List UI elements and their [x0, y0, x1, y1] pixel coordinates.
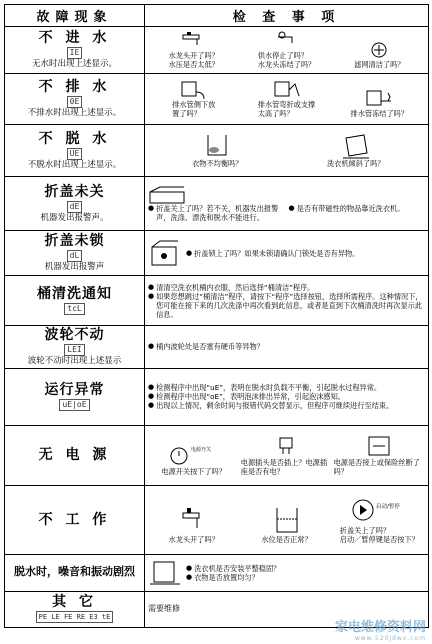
row-abnormal-operation: 运行异常 uE|oE ● 检测程序中出现“uE”，表明在脱水时负载不平衡，引起脱水过程异常。 ● 检测程序中出现“oE”，表明泡沫排出异常，引起泡沫感知。 ● 出现以上情况，剩余时间与报错代码交替显示，但程序可继续进行至结束。 [5, 368, 429, 425]
tilted-washer-icon [341, 133, 371, 159]
drain-hose-icon [179, 80, 209, 100]
check-item: 如果您想跳过“桶清洁”程序，请按下“程序”选择按钮，选择所需程序。这种情况下，您可能在接下来的几次洗涤中再次看到此信息，或者是直到下次桶清洗时再次显示此信息。 [156, 291, 423, 319]
row-title: 无 电 源 [38, 447, 111, 464]
symptom-header: 故障现象 [5, 5, 145, 27]
row-pulsator-stuck: 波轮不动 LEI 波轮不动时出现上述显示 ● 桶内波轮处是否塞有硬币等异物？ [5, 326, 429, 369]
row-not-working [5, 485, 429, 554]
error-code: dL [67, 250, 83, 262]
start-pause-button-icon [351, 496, 407, 526]
row-title: 运行异常 [44, 381, 105, 398]
check-item: 桶内波轮处是否塞有硬币等异物？ [156, 342, 264, 352]
row-title: 不 进 水 [38, 30, 111, 47]
check-item: 检测程序中出现“uE”，表明在脱水时负载不平衡，引起脱水过程异常。 [156, 383, 382, 393]
row-no-power [5, 425, 429, 485]
lid-lock-icon [148, 239, 182, 267]
row-title: 不 工 作 [38, 511, 111, 528]
row-title: 不 脱 水 [38, 130, 111, 147]
check-item: 折盖锁上了吗？如果未锁请确认门锁处是否有异物。 [194, 248, 360, 258]
watermark-text: 家电维修资料网 [334, 620, 426, 635]
error-code: UE [67, 148, 83, 160]
error-code: PE LE FE RE E3 tE [36, 611, 114, 623]
faucet-icon [179, 31, 209, 51]
frozen-hose-icon [364, 89, 394, 109]
row-lid-open: 折盖未关 dE 机器发出报警声。 ● 折盖关上了吗？若不关，机器发出报警声，洗涤、漂洗和脱水不能进行。 ● 是否有带磁性的物品靠近洗衣机。 [5, 177, 429, 231]
row-no-drain [5, 74, 429, 125]
row-title: 脱水时，噪音和振动剧烈 [14, 565, 135, 579]
filter-icon [364, 40, 394, 60]
check-item: 电源是否接上或保险丝断了吗？ [333, 458, 420, 477]
row-no-spin [5, 125, 429, 177]
check-item: 是否有带磁性的物品靠近洗衣机。 [296, 203, 405, 213]
error-code: uE|oE [59, 399, 89, 411]
row-desc: 无水时出现上述显示。 [31, 59, 117, 70]
check-item: 洗衣机是否安装平整稳固？ [194, 563, 281, 573]
faucet-icon [179, 505, 209, 535]
row-title: 波轮不动 [44, 327, 105, 343]
row-desc: 不脱水时出现上述显示。 [27, 159, 122, 170]
error-code: LEI [64, 344, 84, 356]
row-desc: 机器发出报警声 [44, 262, 105, 273]
watermark-url: www.520jdwx.com [354, 635, 426, 642]
check-item: 水龙头开了吗？ [168, 534, 219, 544]
row-desc: 机器发出报警声。 [40, 212, 109, 223]
check-item: 折盖关上了吗？若不关，机器发出报警声，洗涤、漂洗和脱水不能进行。 [156, 203, 279, 222]
water-tap-icon [272, 31, 302, 51]
error-code: IE [67, 47, 83, 59]
fuse-icon [364, 434, 394, 458]
check-item: 供水停止了吗？ 水龙头冻结了吗？ [257, 51, 316, 69]
row-title: 桶清洗通知 [37, 285, 112, 302]
power-button-label: 电源开关 [190, 447, 211, 454]
check-item: 电源插头是否插上？电源插座是否有电？ [240, 458, 328, 477]
check-item: 出现以上情况，剩余时间与报错代码交替显示，但程序可继续进行至结束。 [156, 401, 394, 411]
water-level-icon [272, 505, 302, 535]
check-item: 排水管侧下放 置了吗？ [172, 100, 216, 118]
bent-hose-icon [272, 80, 302, 100]
check-item: 需要维修 [148, 604, 180, 614]
check-item: 折盖关上了吗？ 启动／暂停键是否按下？ [339, 525, 419, 544]
check-item: 洗衣机倾斜了吗？ [326, 159, 385, 168]
plug-icon [272, 434, 302, 458]
row-title: 折盖未关 [44, 183, 105, 200]
error-code: 0E [67, 96, 83, 108]
check-item: 衣物不均衡吗？ [192, 159, 243, 168]
check-item: 水龙头开了吗？ 水压是否太低？ [168, 51, 219, 69]
row-tub-clean-notice: 桶清洗通知 tcL ● 清清空洗衣机桶内衣服，然后选择“桶清洁”程序。 ● 如果您想跳过“桶清洁”程序，请按下“程序”选择按钮，选择所需程序。这种情况下，您可能在接下来的几次洗涤中再次看到此信息，或者是直到下次桶清洗时再次显示此信息。 [5, 276, 429, 326]
washer-level-icon [148, 559, 182, 587]
check-item: 滤网清洁了吗？ [354, 60, 405, 69]
power-button-icon [169, 443, 219, 467]
row-lid-unlocked: 折盖未锁 dL 机器发出报警声 ● 折盖锁上了吗？如果未锁请确认门锁处是否有异物。 [5, 231, 429, 276]
check-header: 检 查 事 项 [145, 5, 429, 27]
row-spin-noise: 脱水时，噪音和振动剧烈 ● 洗衣机是否安装平整稳固？ ● 衣物是否放置均匀？ [5, 554, 429, 591]
check-item: 水位是否正常？ [261, 534, 312, 544]
start-pause-label: 启动/暂停 [376, 503, 401, 510]
check-item: 排水管冻结了吗？ [350, 109, 409, 118]
lid-icon [148, 186, 188, 204]
troubleshooting-table [4, 4, 429, 628]
check-item: 排水管弯折或支撑 太高了吗？ [257, 100, 316, 118]
check-item: 衣物是否放置均匀？ [194, 572, 259, 582]
row-desc: 波轮不动时出现上述显示 [27, 356, 122, 366]
row-title: 不 排 水 [38, 79, 111, 96]
row-title: 其 它 [52, 594, 97, 611]
check-item: 清清空洗衣机桶内衣服，然后选择“桶清洁”程序。 [156, 282, 315, 292]
watermark [335, 616, 426, 642]
header-row [5, 5, 429, 27]
row-desc: 不排水时出现上述显示。 [27, 108, 122, 119]
error-code: tcL [64, 303, 84, 315]
row-no-water-in [5, 27, 429, 74]
row-title: 折盖未锁 [44, 233, 105, 250]
error-code: dE [67, 201, 83, 213]
check-item: 电源开关按下了吗？ [161, 467, 227, 477]
unbalanced-load-icon [202, 133, 232, 159]
check-item: 检测程序中出现“oE”，表明泡沫排出异常，引起泡沫感知。 [156, 392, 345, 402]
